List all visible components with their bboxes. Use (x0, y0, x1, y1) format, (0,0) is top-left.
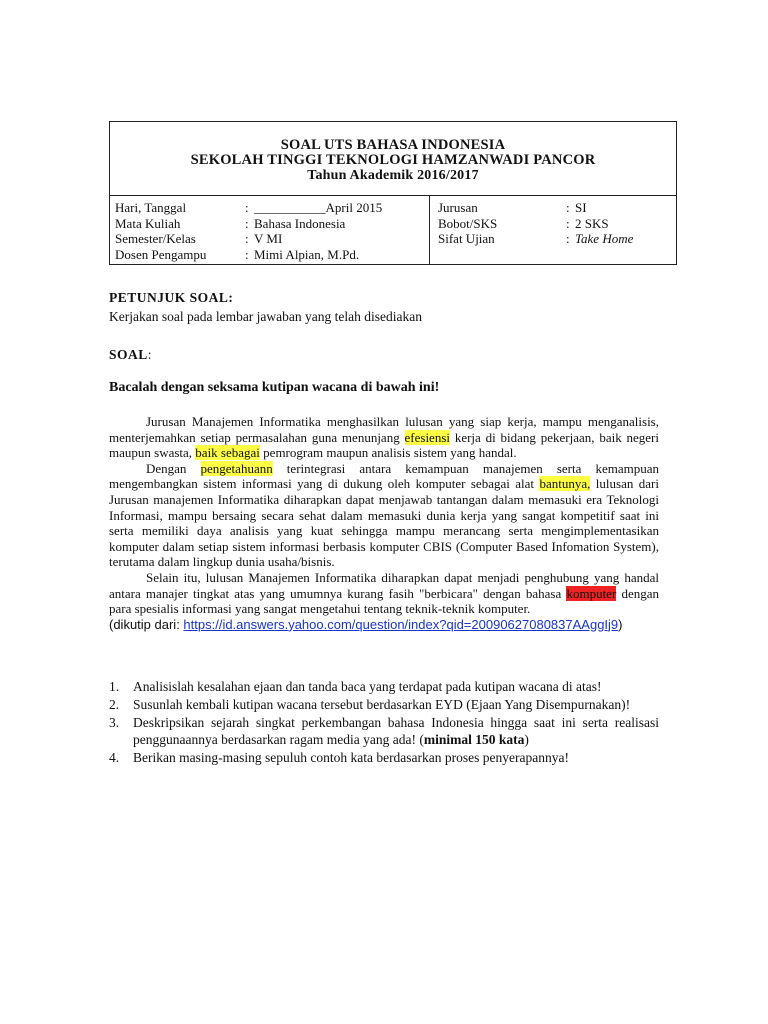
info-label: Hari, Tanggal (115, 200, 187, 215)
passage-paragraph-2 (109, 461, 659, 570)
info-label: Sifat Ujian (438, 231, 495, 246)
question-number: 1. (109, 679, 120, 694)
passage-text: pemrogram maupun analisis sistem yang handal. (259, 445, 517, 461)
question-number: 3. (109, 715, 120, 730)
source-prefix: (dikutip dari: (109, 616, 184, 632)
exam-info (110, 196, 676, 264)
questions-heading (109, 347, 152, 363)
exam-title-block (110, 122, 676, 196)
passage-text: dengan para spesialis informasi yang sangat mengetahui tentang teknik-teknik komputer. (109, 585, 660, 617)
passage-source (109, 617, 659, 633)
passage-text: kerja di bidang pekerjaan, baik negeri maupun swasta, (109, 429, 659, 461)
passage-text: lulusan dari Jurusan manajemen Informatika diharapkan dapat menjawab tantangan dalam memasuki era Teknologi Informasi, mampu bersaing secara sehat dalam memasuki dunia kerja yang sangat kompetitif saat ini serta memiliki daya analisis yang kuat sehingga mampu merancang serta mengimplementasikan komputer dalam setiap sistem informasi berbasis komputer CBIS (Computer Based Infomation System), terutama dalam lingkup dunia usaha/bisnis. (109, 476, 659, 570)
instructions-text: Kerjakan soal pada lembar jawaban yang telah disediakan (109, 309, 422, 324)
info-value: V MI (254, 231, 283, 246)
highlighted-word: pengetahuann (200, 460, 273, 476)
question-item (109, 714, 659, 748)
info-colon: : (566, 231, 570, 246)
passage-paragraph-3 (109, 570, 659, 617)
info-label: Semester/Kelas (115, 231, 196, 246)
question-text-wrap (133, 714, 659, 748)
question-text-tail: ) (524, 732, 529, 747)
info-row-credits (438, 216, 633, 232)
info-label: Dosen Pengampu (115, 246, 207, 262)
info-value: SI (575, 200, 587, 215)
info-colon: : (566, 200, 570, 215)
passage-text: Selain itu, lulusan Manajemen Informatika diharapkan dapat menjadi penghubung yang handal antara manajer tingkat atas yang umumnya kurang fasih "berbicara" dengan bahasa (109, 569, 659, 601)
info-row-semester (115, 231, 429, 247)
info-colon: : (245, 231, 249, 246)
question-item (109, 696, 659, 713)
highlighted-word: efesiensi (404, 429, 450, 445)
info-colon: : (566, 215, 570, 231)
info-colon: : (245, 246, 249, 262)
exam-info-right (430, 196, 633, 247)
info-label: Mata Kuliah (115, 215, 181, 231)
info-value: Bahasa Indonesia (254, 215, 346, 231)
info-row-exam-type (438, 231, 633, 247)
info-value: Mimi Alpian, M.Pd. (254, 246, 360, 262)
passage-text: Jurusan Manajemen Informatika menghasilkan lulusan yang siap kerja, mampu menganalisis, menterjemahkan setiap permasalahan guna menunjang (109, 414, 659, 445)
info-label: Jurusan (438, 200, 478, 215)
question-number: 2. (109, 697, 120, 712)
question-text: Berikan masing-masing sepuluh contoh kata berdasarkan proses penyerapannya! (133, 750, 569, 765)
question-text: Deskripsikan sejarah singkat perkembangan bahasa Indonesia hingga saat ini serta realisasi penggunaannya berdasarkan ragam media yang ada! ( (133, 715, 659, 747)
question-number: 4. (109, 750, 120, 765)
question-item (109, 678, 659, 695)
questions-heading-colon: : (147, 347, 153, 362)
info-value: ___________April 2015 (254, 200, 383, 215)
exam-info-left (110, 196, 430, 264)
exam-header-table (109, 121, 677, 265)
reading-instruction: Bacalah dengan seksama kutipan wacana di bawah ini! (109, 380, 440, 395)
highlighted-word: baik sebagai (195, 445, 260, 461)
passage-paragraph-1 (109, 414, 659, 461)
passage-text: terintegrasi antara kemampuan manajemen serta kemampuan mengembangkan sistem informasi yang di dukung oleh komputer sebagai alat (109, 460, 659, 492)
question-item (109, 749, 659, 766)
info-colon: : (245, 200, 249, 215)
questions-heading-label: SOAL (109, 347, 148, 362)
info-value: Take Home (575, 231, 634, 246)
academic-year: Tahun Akademik 2016/2017 (307, 168, 479, 183)
question-text: Susunlah kembali kutipan wacana tersebut berdasarkan EYD (Ejaan Yang Disempurnakan)! (133, 697, 631, 712)
highlighted-word-red: komputer (566, 585, 617, 601)
info-row-date (115, 200, 429, 216)
reading-passage (109, 414, 659, 632)
institution-name: SEKOLAH TINGGI TEKNOLOGI HAMZANWADI PANCOR (190, 152, 596, 168)
instructions-heading: PETUNJUK SOAL: (109, 290, 234, 305)
info-value: 2 SKS (575, 215, 609, 231)
question-text: Analisislah kesalahan ejaan dan tanda baca yang terdapat pada kutipan wacana di atas! (133, 679, 602, 694)
info-row-course (115, 216, 429, 232)
source-suffix: ) (618, 616, 623, 632)
exam-title: SOAL UTS BAHASA INDONESIA (280, 137, 506, 153)
source-link[interactable]: https://id.answers.yahoo.com/question/index?qid=20090627080837AAggIj9 (183, 616, 619, 632)
info-colon: : (245, 215, 249, 231)
info-row-department (438, 200, 633, 216)
info-row-lecturer (115, 247, 429, 263)
passage-text: Dengan (146, 460, 201, 476)
highlighted-word: bantunya, (539, 476, 591, 492)
question-emphasis: minimal 150 kata (423, 732, 525, 747)
question-list (109, 678, 659, 767)
info-label: Bobot/SKS (438, 215, 498, 231)
